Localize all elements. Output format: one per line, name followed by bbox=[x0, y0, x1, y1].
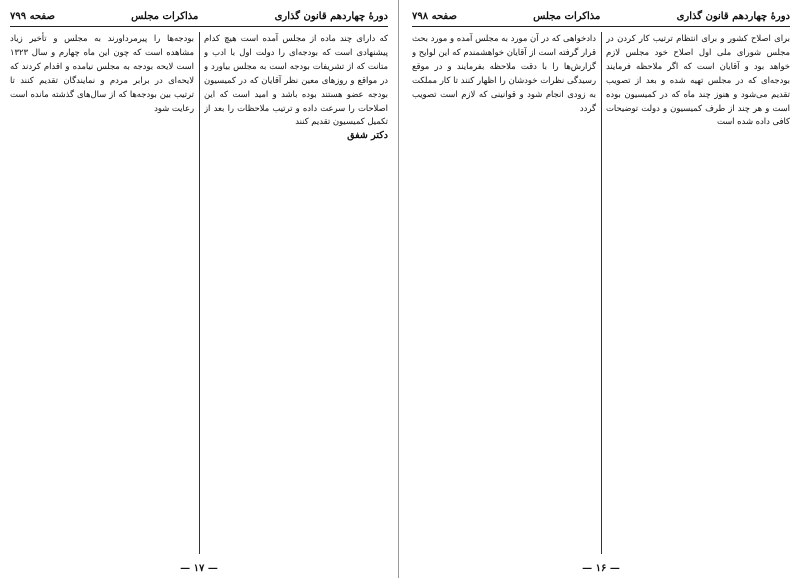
right-page-footer: — ۱۶ — bbox=[582, 563, 620, 574]
left-page-footer: — ۱۷ — bbox=[180, 563, 218, 574]
right-page-columns bbox=[412, 32, 790, 554]
left-page-columns bbox=[10, 32, 388, 554]
right-page-left-column bbox=[412, 32, 596, 554]
left-page-number: صفحه ۷۹۹ bbox=[10, 10, 55, 22]
right-page-right-column bbox=[606, 32, 790, 554]
left-page-left-column-text: بودجه‌ها را پیرمرداورند به مجلس و تأخیر زیاد مشاهده است که چون این ماه چهارم و سال ۱۳۲۳ است لایحه بودجه به مجلس نیامده و اقدام کردند که لایحه‌ای در برابر مردم و نمایندگان تقدیم کنند تا ترتیب بین بودجه‌ها که از سال‌های گذشته مانده است رعایت شود bbox=[10, 33, 194, 113]
left-page-right-column-text: که دارای چند ماده از مجلس آمده است هیچ کدام پیشنهادی است که بودجه‌ای را دولت اول با ادب و متانت که از تشریفات بودجه است به مجلس بیاورد و در مواقع و روزهای معین نظر آقایان که در کمیسیون بودجه عضو هستند بوده باشد و امید است که این اصلاحات را سرعت داده و ترتیب ملاحظات را بعد از تکمیل کمیسیون تقدیم کنند bbox=[204, 33, 388, 127]
right-page-title: مذاکرات مجلس bbox=[533, 10, 601, 22]
left-page-header bbox=[10, 6, 388, 27]
left-page-left-column bbox=[10, 32, 194, 554]
right-page-number: صفحه ۷۹۸ bbox=[412, 10, 457, 22]
left-page bbox=[0, 0, 399, 578]
right-page-session: دورهٔ چهاردهم قانون گذاری bbox=[676, 10, 790, 22]
right-page-header bbox=[412, 6, 790, 27]
right-page-left-column-text: دادخواهی که در آن مورد به مجلس آمده و مورد بحث قرار گرفته است از آقایان خواهشمندم که این لوایح و گزارش‌ها را با دقت ملاحظه بفرمایند و در موقع رسیدگی نظرات خودشان را اظهار کنند تا کار مملکت به زودی انجام شود و قوانینی که لازم است تصویب گردد bbox=[412, 33, 596, 113]
left-page-right-column bbox=[204, 32, 388, 554]
left-page-session: دورهٔ چهاردهم قانون گذاری bbox=[274, 10, 388, 22]
speaker-heading: دکتر شفق bbox=[347, 130, 388, 142]
left-page-title: مذاکرات مجلس bbox=[131, 10, 199, 22]
right-page-right-column-text: برای اصلاح کشور و برای انتظام ترتیب کار کردن در مجلس شورای ملی اول اصلاح خود مجلس لازم خواهد بود و آقایان است که اگر ملاحظه فرمایند بودجه‌ای که در مجلس تهیه شده و بعد از تصویب تقدیم می‌شود و هنوز چند ماه که در کمیسیون بوده است و هر چند از طرف کمیسیون و دولت توضیحات کافی داده شده است bbox=[606, 33, 790, 127]
right-page bbox=[402, 0, 800, 578]
